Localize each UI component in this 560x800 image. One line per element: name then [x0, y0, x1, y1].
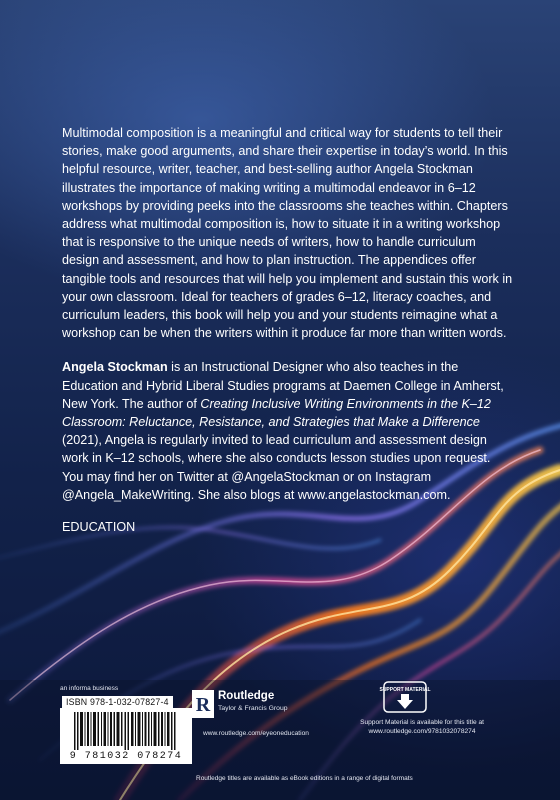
support-material-badge-icon [379, 681, 431, 713]
barcode-number: 9 781032 078274 [69, 751, 183, 762]
author-bio [62, 358, 514, 504]
subject-category: EDUCATION [62, 520, 136, 535]
publisher-name: Routledge [218, 690, 275, 702]
routledge-logo-icon [192, 690, 214, 718]
isbn-label: ISBN 978-1-032-07827-4 [62, 696, 173, 708]
support-material-note: Support Material is available for this title at www.routledge.com/9781032078274 [360, 719, 484, 735]
publisher-group: Taylor & Francis Group [218, 705, 288, 712]
barcode-bars [74, 712, 178, 750]
ebook-availability-note: Routledge titles are available as eBook editions in a range of digital formats [196, 775, 413, 782]
author-name: Angela Stockman [62, 360, 168, 375]
bio-text-part-1: is an Instructional Designer who also teaches in the Education and Hybrid Liberal Studies programs at Daemen College in Amherst, New York. The author of [62, 360, 504, 411]
book-description: Multimodal composition is a meaningful and critical way for students to tell their stories, make good arguments, and share their expertise in today’s world. In this helpful resource, writer, teacher, and best-selling author Angela Stockman illustrates the importance of making writing a multimodal endeavor in 6–12 workshops by providing peeks into the classrooms she teaches within. Chapters address what multimodal composition is, how to situate it in a writing workshop that is responsive to the unique needs of writers, how to handle curriculum design and assessment, and how to plan instruction. The appendices offer tangible tools and resources that will help you implement and sustain this work in your own classroom. Ideal for teachers of grades 6–12, literacy coaches, and curriculum leaders, this book will help you and your students reimagine what a workshop can be when the writers within it produce far more than written words. [62, 126, 513, 341]
bio-text-part-2: (2021), Angela is regularly invited to lead curriculum and assessment design work in K–12 schools, where she also conducts lesson studies upon request. You may find her on Twitter at @AngelaStockman or on Instagram @Angela_MakeWriting. She also blogs at www.angelastockman.com. [62, 433, 491, 502]
support-material-badge-label: SUPPORT MATERIAL [379, 687, 431, 693]
barcode [60, 708, 192, 764]
publisher-url: www.routledge.com/eyeoneducation [203, 730, 309, 737]
informa-business-tag: an informa business [60, 685, 119, 692]
previous-book-title: Creating Inclusive Writing Environments in the K–12 Classroom: Reluctance, Resistance, and Strategies that Make a Difference [62, 396, 491, 430]
back-cover-copy [62, 124, 514, 552]
svg-text:R: R [195, 694, 211, 716]
